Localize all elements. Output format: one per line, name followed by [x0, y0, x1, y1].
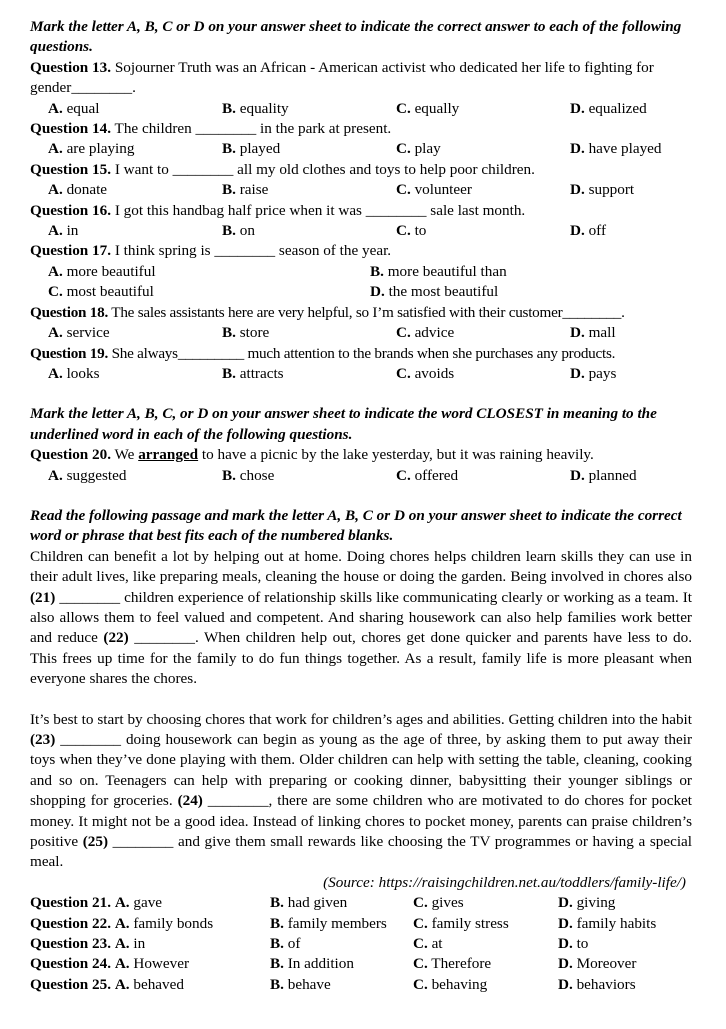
options-13: [30, 99, 692, 119]
option-d[interactable]: D. mall: [570, 324, 616, 342]
spacer: [30, 384, 692, 404]
option-c[interactable]: gives: [431, 894, 464, 912]
question-text: The children ________ in the park at present.: [114, 120, 392, 138]
option-a[interactable]: family bonds: [133, 914, 214, 932]
question-19: [30, 344, 692, 364]
question-label: Question 14.: [30, 120, 112, 138]
option-b[interactable]: B. equality: [222, 99, 289, 117]
question-16: [30, 201, 692, 221]
option-b[interactable]: B. attracts: [222, 364, 284, 382]
option-d[interactable]: D. pays: [570, 364, 617, 382]
options-14: [30, 139, 692, 159]
option-d[interactable]: D. support: [570, 181, 635, 199]
option-c[interactable]: C. play: [396, 140, 441, 158]
option-d[interactable]: giving: [576, 894, 616, 912]
option-a[interactable]: A. looks: [48, 364, 100, 382]
question-label: Question 15.: [30, 160, 112, 178]
option-b[interactable]: B. chose: [222, 466, 275, 484]
question-label: Question 17.: [30, 242, 112, 260]
option-c[interactable]: C. avoids: [396, 364, 455, 382]
option-b[interactable]: behave: [287, 975, 331, 993]
options-16: [30, 221, 692, 241]
option-b[interactable]: B. on: [222, 222, 255, 240]
question-21: Question 21. A. gave B. had given C. gives D. giving: [30, 894, 616, 912]
option-a[interactable]: A. in: [48, 222, 79, 240]
question-text: I want to ________ all my old clothes and toys to help poor children.: [114, 160, 535, 178]
underlined-word: arranged: [138, 446, 199, 464]
option-c[interactable]: Therefore: [431, 955, 492, 973]
option-a[interactable]: However: [133, 955, 190, 973]
passage-source: (Source: https://raisingchildren.net.au/toddlers/family-life/): [323, 873, 686, 891]
options-15: [30, 180, 692, 200]
question-20: Question 20. We arranged to have a picnic by the lake yesterday, but it was raining heavily.: [30, 446, 594, 464]
option-b[interactable]: B. store: [222, 324, 270, 342]
option-d[interactable]: D. planned: [570, 466, 637, 484]
option-b[interactable]: of: [287, 935, 301, 953]
option-c[interactable]: C. equally: [396, 99, 460, 117]
option-b[interactable]: had given: [287, 894, 348, 912]
question-24: Question 24. A. However B. In addition C. Therefore D. Moreover: [30, 955, 637, 973]
question-25: Question 25. A. behaved B. behave C. behaving D. behaviors: [30, 975, 636, 993]
option-c[interactable]: C. advice: [396, 324, 455, 342]
question-15: [30, 160, 692, 180]
reading-passage: [30, 547, 692, 873]
option-a[interactable]: gave: [133, 894, 163, 912]
options-20: [30, 466, 692, 486]
option-a[interactable]: behaved: [133, 975, 184, 993]
spacer: [30, 486, 692, 506]
section2-instruction: Mark the letter A, B, C, or D on your answer sheet to indicate the word CLOSEST in meaning to the underlined word in each of the following questions.: [30, 405, 657, 443]
paragraph-2: It’s best to start by choosing chores that work for children’s ages and abilities. Getting children into the habit (23) ________ doing housework can begin as young as the age of three, by asking them to put away their toys when they’ve done playing with them. Older children can help with setting the table, cleaning, cooking and so on. Teenagers can help with preparing or cooking dinner, babysitting their younger siblings or shopping for groceries. (24) ________, there are some children who are motivated to do chores for pocket money. It might not be a good idea. Instead of linking chores to pocket money, parents can praise children’s positive (25) ________ and give them small rewards like choosing the TV programmes or having a special meal.: [30, 710, 693, 871]
option-c[interactable]: at: [431, 935, 443, 953]
option-d[interactable]: D. the most beautiful: [370, 283, 499, 301]
option-d[interactable]: D. off: [570, 222, 606, 240]
question-23: Question 23. A. in B. of C. at D. to: [30, 935, 589, 953]
question-label: Question 16.: [30, 201, 112, 219]
options-19: [30, 364, 692, 384]
option-c[interactable]: family stress: [431, 914, 509, 932]
question-14: [30, 119, 692, 139]
question-label: Question 20.: [30, 446, 112, 464]
question-label: Question 19.: [30, 344, 109, 362]
option-d[interactable]: to: [576, 935, 589, 953]
option-c[interactable]: C. offered: [396, 466, 459, 484]
question-18: [30, 303, 692, 323]
option-d[interactable]: Moreover: [576, 955, 637, 973]
option-d[interactable]: behaviors: [576, 975, 636, 993]
options-17-row1: [30, 262, 692, 282]
options-17-row2: [30, 282, 692, 302]
option-a[interactable]: A. equal: [48, 99, 100, 117]
option-d[interactable]: D. have played: [570, 140, 662, 158]
option-d[interactable]: D. equalized: [570, 99, 647, 117]
question-17: [30, 241, 692, 261]
options-18: [30, 323, 692, 343]
option-b[interactable]: B. raise: [222, 181, 269, 199]
option-b[interactable]: B. more beautiful than: [370, 262, 507, 280]
option-c[interactable]: behaving: [431, 975, 488, 993]
question-text: I think spring is ________ season of the year.: [114, 242, 392, 260]
option-c[interactable]: C. to: [396, 222, 427, 240]
option-a[interactable]: A. service: [48, 324, 110, 342]
question-text: Sojourner Truth was an African - American activist who dedicated her life to fighting for gender________.: [30, 58, 654, 97]
option-a[interactable]: A. suggested: [48, 466, 127, 484]
option-d[interactable]: family habits: [576, 914, 657, 932]
section3-instruction: Read the following passage and mark the letter A, B, C or D on your answer sheet to indicate the correct word or phrase that best fits each of the numbered blanks.: [30, 506, 682, 545]
question-text: I got this handbag half price when it was ________ sale last month.: [114, 201, 526, 219]
question-text: She always_________ much attention to the brands when she purchases any products.: [111, 344, 616, 362]
question-label: Question 13.: [30, 58, 112, 76]
paragraph-1: Children can benefit a lot by helping out at home. Doing chores helps children learn skills they can use in their adult lives, like preparing meals, cleaning the house or doing the garden. Being involved in chores also (21) ________ children experience of relationship skills like communicating clearly or working as a team. It also allows them to feel valued and competent. And sharing housework can also help families work better and reduce (22) ________. When children help out, chores get done quicker and parents have less to do. This frees up time for the family to do fun things together. As a result, family life is more pleasant when everyone shares the chores.: [30, 547, 693, 688]
option-a[interactable]: in: [133, 935, 146, 953]
section1-instruction: Mark the letter A, B, C or D on your answer sheet to indicate the correct answer to each of the following questions.: [30, 18, 682, 56]
option-b[interactable]: family members: [287, 914, 387, 932]
option-c[interactable]: C. volunteer: [396, 181, 472, 199]
question-label: Question 18.: [30, 303, 109, 321]
question-text: The sales assistants here are very helpful, so I’m satisfied with their customer________.: [111, 303, 625, 321]
option-a[interactable]: A. donate: [48, 181, 108, 199]
option-b[interactable]: In addition: [287, 955, 354, 973]
worksheet-page: [30, 17, 692, 995]
option-c[interactable]: C. most beautiful: [48, 283, 154, 301]
option-a[interactable]: A. more beautiful: [48, 262, 156, 280]
option-b[interactable]: B. played: [222, 140, 281, 158]
question-22: Question 22. A. family bonds B. family members C. family stress D. family habits: [30, 914, 657, 932]
option-a[interactable]: A. are playing: [48, 140, 135, 158]
question-13: [30, 58, 692, 99]
